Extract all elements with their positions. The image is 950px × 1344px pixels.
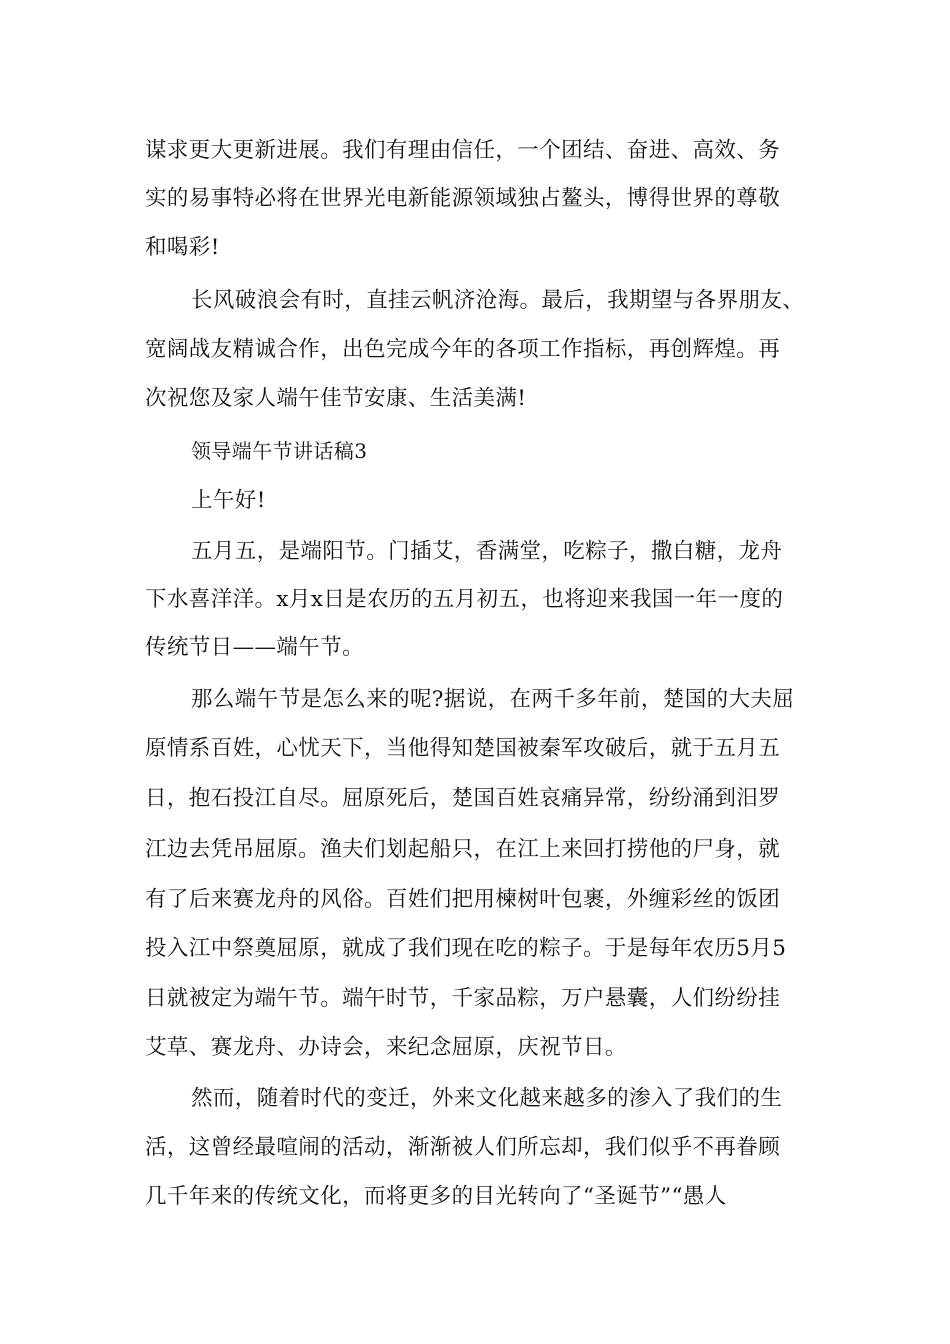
text-line: 投入江中祭奠屈原，就成了我们现在吃的粽子。于是每年农历5月5: [145, 936, 787, 961]
text-line: 宽阔战友精诚合作，出色完成今年的各项工作指标，再创辉煌。再: [145, 337, 781, 362]
text-line: 那么端午节是怎么来的呢?据说，在两千多年前，楚国的大夫屈: [191, 687, 795, 712]
text-line: 日，抱石投江自尽。屈原死后，楚国百姓哀痛异常，纷纷涌到汨罗: [145, 786, 781, 811]
text-line: 实的易事特必将在世界光电新能源领域独占鳌头，博得世界的尊敬: [145, 186, 781, 211]
text-line: 长风破浪会有时，直挂云帆济沧海。最后，我期望与各界朋友、: [191, 288, 805, 313]
section-title: 领导端午节讲话稿3: [191, 439, 368, 463]
text-line: 和喝彩!: [145, 235, 220, 260]
text-line: 五月五，是端阳节。门插艾，香满堂，吃粽子，撒白糖，龙舟: [191, 539, 783, 564]
text-line: 艾草、赛龙舟、办诗会，来纪念屈原，庆祝节日。: [145, 1035, 627, 1060]
text-line: 日就被定为端午节。端午时节，千家品粽，万户悬囊，人们纷纷挂: [145, 986, 781, 1011]
text-line: 有了后来赛龙舟的风俗。百姓们把用楝树叶包裹，外缠彩丝的饭团: [145, 887, 781, 912]
text-line: 传统节日——端午节。: [145, 635, 365, 660]
text-line: 几千年来的传统文化，而将更多的目光转向了“圣诞节”“愚人: [145, 1184, 727, 1209]
text-line: 活，这曾经最喧闹的活动，渐渐被人们所忘却，我们似乎不再眷顾: [145, 1135, 781, 1160]
greeting: 上午好!: [191, 488, 266, 513]
text-line: 下水喜洋洋。x月x日是农历的五月初五，也将迎来我国一年一度的: [145, 587, 784, 612]
text-line: 原情系百姓，心忧天下，当他得知楚国被秦军攻破后，就于五月五: [145, 736, 781, 761]
text-line: 然而，随着时代的变迁，外来文化越来越多的渗入了我们的生: [191, 1086, 783, 1111]
text-line: 谋求更大更新进展。我们有理由信任，一个团结、奋进、高效、务: [145, 138, 781, 163]
text-line: 江边去凭吊屈原。渔夫们划起船只，在江上来回打捞他的尸身，就: [145, 837, 781, 862]
text-line: 次祝您及家人端午佳节安康、生活美满!: [145, 386, 527, 411]
